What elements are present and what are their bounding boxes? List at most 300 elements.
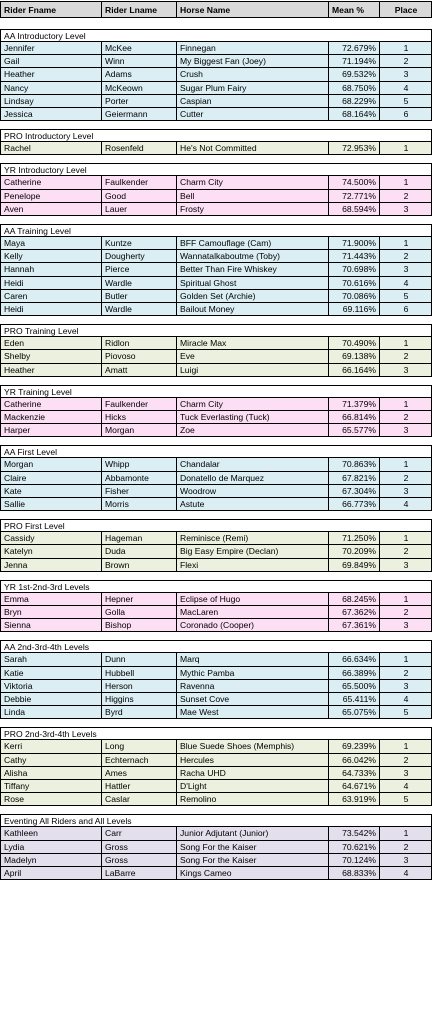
- column-divider: [328, 841, 329, 853]
- cell-place: 3: [403, 680, 409, 691]
- header-rider-fname: Rider Fname: [4, 5, 57, 15]
- cell-place: 2: [403, 607, 409, 617]
- cell-mean-percent: 68.594%: [342, 203, 376, 214]
- column-divider: [379, 545, 380, 557]
- column-divider: [328, 559, 329, 571]
- column-divider: [101, 653, 102, 665]
- column-divider: [101, 398, 102, 410]
- column-divider: [101, 767, 102, 779]
- column-divider: [176, 458, 177, 470]
- cell-mean-percent: 68.164%: [342, 109, 376, 119]
- column-divider: [328, 190, 329, 202]
- cell-rider-lname: McKee: [105, 43, 132, 53]
- column-divider: [101, 350, 102, 362]
- cell-mean-percent: 74.500%: [342, 177, 376, 188]
- cell-place: 5: [403, 707, 409, 718]
- cell-rider-fname: Katelyn: [4, 546, 33, 557]
- column-divider: [379, 740, 380, 752]
- cell-place: 2: [403, 546, 409, 557]
- section-title-text: YR Training Level: [4, 386, 72, 397]
- cell-rider-fname: Rachel: [4, 143, 31, 154]
- table-row: [0, 337, 432, 350]
- column-divider: [101, 364, 102, 376]
- column-divider: [328, 277, 329, 289]
- column-divider: [176, 593, 177, 605]
- cell-rider-lname: Bishop: [105, 620, 132, 631]
- section-title-text: PRO First Level: [4, 521, 65, 532]
- column-divider: [379, 42, 380, 54]
- column-divider: [328, 706, 329, 718]
- column-divider: [176, 498, 177, 510]
- cell-horse-name: Mae West: [180, 707, 219, 718]
- cell-horse-name: Blue Suede Shoes (Memphis): [180, 741, 295, 752]
- cell-horse-name: Song For the Kaiser: [180, 841, 257, 852]
- section-title: [0, 163, 432, 176]
- cell-rider-fname: Eden: [4, 338, 25, 349]
- column-divider: [101, 82, 102, 94]
- table-row: [0, 190, 432, 203]
- cell-rider-fname: Cassidy: [4, 533, 35, 544]
- column-divider: [379, 350, 380, 362]
- cell-rider-lname: Carr: [105, 828, 122, 839]
- column-divider: [379, 680, 380, 692]
- cell-rider-lname: Amatt: [105, 364, 128, 375]
- column-divider: [379, 142, 380, 154]
- cell-horse-name: Cutter: [180, 109, 204, 119]
- cell-rider-fname: Bryn: [4, 607, 22, 617]
- column-divider: [328, 767, 329, 779]
- cell-place: 1: [403, 533, 409, 544]
- cell-horse-name: Golden Set (Archie): [180, 290, 256, 301]
- section-title: [0, 814, 432, 827]
- column-divider: [379, 498, 380, 510]
- cell-rider-fname: Kathleen: [4, 828, 38, 839]
- cell-mean-percent: 65.500%: [342, 680, 376, 691]
- column-divider: [379, 337, 380, 349]
- cell-mean-percent: 70.616%: [342, 277, 376, 288]
- cell-place: 2: [403, 351, 409, 362]
- column-divider: [176, 424, 177, 436]
- table-row: [0, 559, 432, 572]
- cell-place: 1: [403, 338, 409, 349]
- column-divider: [176, 290, 177, 302]
- cell-mean-percent: 70.209%: [342, 546, 376, 557]
- column-divider: [379, 176, 380, 188]
- cell-mean-percent: 66.042%: [342, 754, 376, 765]
- cell-place: 3: [403, 854, 409, 865]
- cell-rider-lname: Faulkender: [105, 398, 148, 409]
- column-divider: [101, 793, 102, 805]
- cell-place: 3: [403, 69, 409, 80]
- column-divider: [101, 472, 102, 484]
- column-divider: [379, 250, 380, 262]
- cell-rider-lname: Dunn: [105, 654, 126, 665]
- section-title-text: PRO Training Level: [4, 326, 79, 337]
- cell-mean-percent: 71.250%: [342, 533, 376, 544]
- table-row: [0, 619, 432, 632]
- column-divider: [379, 68, 380, 80]
- section-title: [0, 385, 432, 398]
- column-divider: [328, 176, 329, 188]
- cell-horse-name: MacLaren: [180, 607, 219, 617]
- column-divider: [328, 867, 329, 879]
- cell-mean-percent: 69.239%: [342, 741, 376, 752]
- column-divider: [328, 68, 329, 80]
- cell-rider-lname: McKeown: [105, 82, 143, 93]
- header-place: Place: [394, 5, 418, 15]
- column-divider: [176, 263, 177, 275]
- cell-mean-percent: 67.304%: [342, 485, 376, 496]
- cell-rider-lname: Byrd: [105, 707, 123, 718]
- table-row: [0, 740, 432, 753]
- section-title: [0, 580, 432, 593]
- cell-place: 1: [403, 459, 409, 470]
- column-divider: [101, 424, 102, 436]
- column-divider: [176, 740, 177, 752]
- column-divider: [379, 458, 380, 470]
- cell-rider-fname: Caren: [4, 290, 28, 301]
- cell-rider-fname: Penelope: [4, 190, 41, 201]
- cell-place: 1: [403, 654, 409, 665]
- cell-rider-lname: Faulkender: [105, 177, 148, 188]
- column-divider: [328, 398, 329, 410]
- column-divider: [328, 485, 329, 497]
- cell-mean-percent: 71.443%: [342, 251, 376, 262]
- section-title-text: Eventing All Riders and All Levels: [4, 816, 132, 827]
- table-row: [0, 398, 432, 411]
- table-row: [0, 767, 432, 780]
- column-divider: [379, 411, 380, 423]
- column-divider: [379, 693, 380, 705]
- column-divider: [101, 740, 102, 752]
- cell-rider-fname: Alisha: [4, 767, 28, 778]
- column-divider: [176, 867, 177, 879]
- column-divider: [101, 458, 102, 470]
- column-divider: [328, 250, 329, 262]
- column-divider: [328, 142, 329, 154]
- cell-mean-percent: 69.138%: [342, 351, 376, 362]
- cell-horse-name: Chandalar: [180, 459, 220, 470]
- column-divider: [328, 754, 329, 766]
- table-row: [0, 458, 432, 471]
- column-divider: [176, 680, 177, 692]
- cell-rider-lname: Hattler: [105, 781, 131, 791]
- table-row: [0, 82, 432, 95]
- column-divider: [176, 667, 177, 679]
- cell-rider-lname: Ridlon: [105, 338, 130, 349]
- cell-place: 1: [403, 143, 409, 154]
- column-divider: [379, 593, 380, 605]
- cell-rider-fname: Sarah: [4, 654, 27, 665]
- cell-mean-percent: 64.671%: [342, 781, 376, 791]
- cell-rider-lname: Dougherty: [105, 251, 145, 262]
- cell-rider-fname: Linda: [4, 707, 26, 718]
- cell-rider-fname: Madelyn: [4, 854, 37, 865]
- table-row: [0, 303, 432, 316]
- column-divider: [328, 780, 329, 792]
- table-row: [0, 780, 432, 793]
- cell-place: 4: [403, 781, 409, 791]
- cell-place: 1: [403, 238, 409, 248]
- column-divider: [101, 867, 102, 879]
- column-divider: [328, 290, 329, 302]
- column-divider: [101, 754, 102, 766]
- cell-place: 5: [403, 794, 409, 805]
- cell-rider-lname: Brown: [105, 559, 130, 570]
- column-divider: [176, 277, 177, 289]
- cell-rider-fname: Kate: [4, 485, 22, 496]
- cell-rider-lname: Hepner: [105, 593, 134, 604]
- column-divider: [379, 108, 380, 120]
- cell-rider-lname: Gross: [105, 854, 128, 865]
- cell-place: 2: [403, 56, 409, 67]
- cell-mean-percent: 70.086%: [342, 290, 376, 301]
- cell-horse-name: Charm City: [180, 398, 223, 409]
- cell-mean-percent: 68.245%: [342, 593, 376, 604]
- table-row: [0, 667, 432, 680]
- cell-place: 3: [403, 485, 409, 496]
- cell-place: 1: [403, 593, 409, 604]
- cell-rider-fname: Viktoria: [4, 680, 33, 691]
- cell-horse-name: Reminisce (Remi): [180, 533, 249, 544]
- cell-place: 2: [403, 754, 409, 765]
- section-title-text: YR 1st-2nd-3rd Levels: [4, 581, 90, 592]
- column-divider: [176, 237, 177, 249]
- column-divider: [176, 95, 177, 107]
- cell-mean-percent: 70.698%: [342, 264, 376, 275]
- column-divider: [176, 653, 177, 665]
- column-divider: [101, 277, 102, 289]
- cell-horse-name: Miracle Max: [180, 338, 227, 349]
- section-title: [0, 519, 432, 532]
- column-divider: [101, 680, 102, 692]
- cell-mean-percent: 69.532%: [342, 69, 376, 80]
- column-divider: [379, 619, 380, 631]
- table-row: [0, 411, 432, 424]
- cell-mean-percent: 66.389%: [342, 667, 376, 678]
- column-divider: [176, 411, 177, 423]
- table-row: [0, 854, 432, 867]
- cell-mean-percent: 71.379%: [342, 398, 376, 409]
- section-title-text: AA Introductory Level: [4, 31, 86, 41]
- column-divider: [379, 532, 380, 544]
- column-divider: [101, 303, 102, 315]
- column-divider: [379, 190, 380, 202]
- table-row: [0, 176, 432, 189]
- cell-rider-lname: Winn: [105, 56, 125, 67]
- table-row: [0, 593, 432, 606]
- column-divider: [328, 653, 329, 665]
- column-divider: [379, 827, 380, 839]
- cell-horse-name: Wannatalkaboutme (Toby): [180, 251, 280, 262]
- table-row: [0, 485, 432, 498]
- column-divider: [379, 706, 380, 718]
- cell-place: 1: [403, 398, 409, 409]
- cell-rider-fname: Cathy: [4, 754, 27, 765]
- cell-mean-percent: 64.733%: [342, 767, 376, 778]
- cell-place: 2: [403, 841, 409, 852]
- section-title-text: AA Training Level: [4, 226, 71, 236]
- cell-rider-fname: Heidi: [4, 277, 24, 288]
- cell-rider-fname: Lindsay: [4, 95, 34, 106]
- cell-horse-name: Remolino: [180, 794, 217, 805]
- column-divider: [379, 95, 380, 107]
- cell-rider-lname: Fisher: [105, 485, 129, 496]
- table-row: [0, 203, 432, 216]
- cell-mean-percent: 63.919%: [342, 794, 376, 805]
- column-divider: [176, 364, 177, 376]
- cell-rider-lname: Ames: [105, 767, 127, 778]
- table-row: [0, 142, 432, 155]
- table-row: [0, 827, 432, 840]
- table-row: [0, 364, 432, 377]
- column-divider: [328, 263, 329, 275]
- cell-mean-percent: 68.229%: [342, 95, 376, 106]
- table-row: [0, 793, 432, 806]
- cell-mean-percent: 72.953%: [342, 143, 376, 154]
- column-divider: [176, 532, 177, 544]
- cell-rider-fname: Gail: [4, 56, 20, 67]
- table-row: [0, 42, 432, 55]
- column-divider: [379, 854, 380, 866]
- table-row: [0, 108, 432, 121]
- cell-horse-name: BFF Camouflage (Cam): [180, 238, 272, 248]
- cell-mean-percent: 65.577%: [342, 425, 376, 436]
- cell-horse-name: Zoe: [180, 425, 195, 436]
- cell-horse-name: Kings Cameo: [180, 868, 232, 878]
- cell-mean-percent: 67.362%: [342, 607, 376, 617]
- column-divider: [328, 793, 329, 805]
- header-rider-lname: Rider Lname: [105, 5, 158, 15]
- table-row: [0, 653, 432, 666]
- column-divider: [328, 606, 329, 618]
- cell-horse-name: Crush: [180, 69, 203, 80]
- cell-rider-lname: Caslar: [105, 794, 130, 805]
- table-row: [0, 350, 432, 363]
- column-divider: [176, 854, 177, 866]
- cell-horse-name: Sugar Plum Fairy: [180, 82, 247, 93]
- column-divider: [101, 55, 102, 67]
- cell-rider-fname: Heather: [4, 364, 35, 375]
- cell-horse-name: Tuck Everlasting (Tuck): [180, 412, 270, 422]
- cell-rider-lname: Duda: [105, 546, 126, 557]
- cell-rider-lname: Good: [105, 190, 127, 201]
- cell-rider-lname: Kuntze: [105, 238, 132, 248]
- column-divider: [101, 68, 102, 80]
- cell-rider-fname: Jenna: [4, 559, 28, 570]
- column-divider: [176, 485, 177, 497]
- column-divider: [101, 142, 102, 154]
- cell-place: 6: [403, 304, 409, 314]
- cell-rider-lname: Wardle: [105, 304, 132, 314]
- column-divider: [328, 458, 329, 470]
- column-divider: [176, 693, 177, 705]
- cell-mean-percent: 73.542%: [342, 828, 376, 839]
- column-divider: [379, 203, 380, 215]
- column-divider: [101, 854, 102, 866]
- cell-mean-percent: 70.124%: [342, 854, 376, 865]
- column-divider: [101, 667, 102, 679]
- section-title-text: PRO 2nd-3rd-4th Levels: [4, 729, 97, 740]
- cell-place: 3: [403, 767, 409, 778]
- section-title: [0, 324, 432, 337]
- column-divider: [101, 203, 102, 215]
- cell-rider-lname: Herson: [105, 680, 133, 691]
- cell-horse-name: My Biggest Fan (Joey): [180, 56, 266, 67]
- cell-mean-percent: 68.833%: [342, 868, 376, 878]
- column-divider: [328, 237, 329, 249]
- column-divider: [328, 680, 329, 692]
- column-divider: [328, 532, 329, 544]
- cell-mean-percent: 66.634%: [342, 654, 376, 665]
- cell-rider-fname: Sallie: [4, 499, 26, 509]
- section-title: [0, 640, 432, 653]
- cell-rider-fname: Jennifer: [4, 43, 35, 53]
- column-divider: [176, 190, 177, 202]
- table-row: [0, 680, 432, 693]
- cell-horse-name: Junior Adjutant (Junior): [180, 828, 269, 839]
- section-title-text: PRO Introductory Level: [4, 131, 94, 142]
- cell-rider-lname: Echternach: [105, 754, 149, 765]
- table-row: [0, 693, 432, 706]
- column-divider: [328, 82, 329, 94]
- column-divider: [176, 754, 177, 766]
- cell-rider-fname: Kelly: [4, 251, 23, 262]
- header-horse-name: Horse Name: [180, 5, 231, 15]
- cell-place: 3: [403, 264, 409, 275]
- cell-rider-fname: Mackenzie: [4, 412, 46, 422]
- column-divider: [101, 593, 102, 605]
- column-divider: [176, 42, 177, 54]
- column-divider: [101, 827, 102, 839]
- column-divider: [328, 350, 329, 362]
- cell-rider-fname: Jessica: [4, 109, 33, 119]
- cell-rider-fname: Shelby: [4, 351, 31, 362]
- cell-place: 1: [403, 828, 409, 839]
- cell-place: 3: [403, 364, 409, 375]
- cell-horse-name: Bailout Money: [180, 304, 235, 314]
- column-divider: [328, 472, 329, 484]
- table-row: [0, 55, 432, 68]
- column-divider: [379, 767, 380, 779]
- header-mean: Mean %: [332, 5, 364, 15]
- cell-horse-name: Charm City: [180, 177, 223, 188]
- column-divider: [101, 337, 102, 349]
- cell-mean-percent: 66.814%: [342, 412, 376, 422]
- column-divider: [101, 706, 102, 718]
- cell-mean-percent: 67.361%: [342, 620, 376, 631]
- column-divider: [101, 780, 102, 792]
- cell-rider-fname: Morgan: [4, 459, 34, 470]
- column-divider: [328, 740, 329, 752]
- cell-horse-name: Caspian: [180, 95, 212, 106]
- cell-rider-lname: Porter: [105, 95, 129, 106]
- column-divider: [101, 176, 102, 188]
- cell-mean-percent: 72.679%: [342, 43, 376, 53]
- cell-mean-percent: 65.411%: [342, 694, 376, 704]
- column-divider: [101, 606, 102, 618]
- cell-rider-fname: Katie: [4, 667, 24, 678]
- table-row: [0, 867, 432, 880]
- column-divider: [328, 593, 329, 605]
- column-divider: [176, 68, 177, 80]
- cell-horse-name: Coronado (Cooper): [180, 620, 255, 631]
- cell-mean-percent: 66.773%: [342, 499, 376, 509]
- column-divider: [379, 364, 380, 376]
- cell-horse-name: Woodrow: [180, 485, 217, 496]
- column-divider: [101, 250, 102, 262]
- column-divider: [379, 472, 380, 484]
